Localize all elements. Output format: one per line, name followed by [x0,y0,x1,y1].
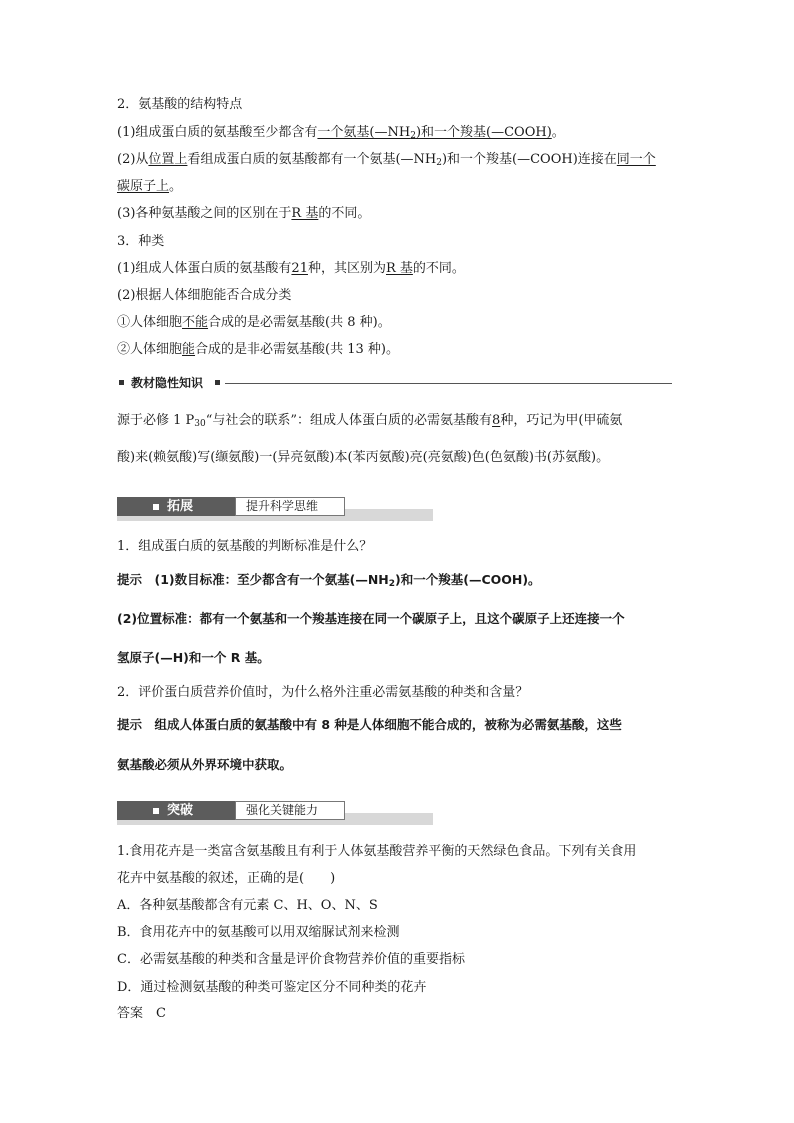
banner-dark-tab [117,497,235,516]
option-d: D．通过检测氨基酸的种类可鉴定区分不同种类的花卉 [117,980,427,995]
hidden-knowledge-title: 教材隐性知识 [131,376,204,390]
expand-answer-3-line-2: 氨基酸必须从外界环境中获取。 [117,757,293,772]
expand-answer-2-line-1: (2)位置标准：都有一个氨基和一个羧基连接在同一个碳原子上，且这个碳原子上还连接一个 [117,611,625,626]
expand-answer-2-line-2: 氢原子(—H)和一个 R 基。 [117,650,270,665]
section-2-point-2: (2)从位置上看组成蛋白质的氨基酸都有一个氨基$(—NH_2)$和一个羧基(—COOH)连接在同一个 [117,152,656,168]
banner-light-tab: 提升科学思维 [235,497,345,516]
expand-answer-3-line-1: 提示 组成人体蛋白质的氨基酸中有 8 种是人体细胞不能合成的，被称为必需氨基酸，这些 [117,717,622,732]
banner-square-icon [153,808,159,814]
question-1-line-2: 花卉中氨基酸的叙述，正确的是( ) [117,871,336,886]
expand-answer-1: 提示 (1)数目标准：至少都含有一个氨基$(—NH_2)$和一个羧基(—COOH)。 [117,572,541,589]
bullet-square-icon [119,380,124,385]
section-2-point-2-cont: 碳原子上。 [117,179,183,194]
banner-dark-label: 拓展 [167,499,194,514]
expand-banner [117,497,433,521]
divider-rule [225,383,672,384]
section-3-point-4: ②人体细胞能合成的是非必需氨基酸(共 13 种)。 [117,342,399,357]
hidden-knowledge-divider [117,375,672,391]
banner-dark-tab [117,801,235,820]
answer-line: 答案 C [117,1006,166,1021]
banner-square-icon [153,504,159,510]
section-3-heading: 3．种类 [117,234,165,249]
breakthrough-banner [117,801,433,825]
hidden-knowledge-line-1: 源于必修 1 $P_{30}“$与社会的联系”：组成人体蛋白质的必需氨基酸有8种，巧记为甲(甲硫氨 [117,413,623,429]
banner-dark-label: 突破 [167,803,194,818]
option-b: B．食用花卉中的氨基酸可以用双缩脲试剂来检测 [117,925,400,940]
section-3-point-2: (2)根据人体细胞能否合成分类 [117,288,292,303]
expand-question-1: 1．组成蛋白质的氨基酸的判断标准是什么？ [117,539,373,554]
expand-question-2: 2．评价蛋白质营养价值时，为什么格外注重必需氨基酸的种类和含量？ [117,685,529,700]
section-2-point-3: (3)各种氨基酸之间的区别在于R 基的不同。 [117,206,371,221]
section-2-heading: 2．氨基酸的结构特点 [117,97,243,112]
option-a: A．各种氨基酸都含有元素 C、H、O、N、S [117,898,378,913]
banner-light-tab: 强化关键能力 [235,801,345,820]
bullet-square-icon [215,380,220,385]
section-2-point-1: (1)组成蛋白质的氨基酸至少都含有一个氨基$(—NH_2)$和一个羧基(—COOH)。 [117,125,565,141]
option-c: C．必需氨基酸的种类和含量是评价食物营养价值的重要指标 [117,952,465,967]
section-3-point-1: (1)组成人体蛋白质的氨基酸有21种，其区别为R 基的不同。 [117,261,465,276]
hidden-knowledge-line-2: 酸)来(赖氨酸)写(缬氨酸)一(异亮氨酸)本(苯丙氨酸)亮(亮氨酸)色(色氨酸)书(苏氨酸)。 [117,450,610,465]
section-3-point-3: ①人体细胞不能合成的是必需氨基酸(共 8 种)。 [117,315,391,330]
question-1-line-1: 1.食用花卉是一类富含氨基酸且有利于人体氨基酸营养平衡的天然绿色食品。下列有关食用 [117,844,637,859]
